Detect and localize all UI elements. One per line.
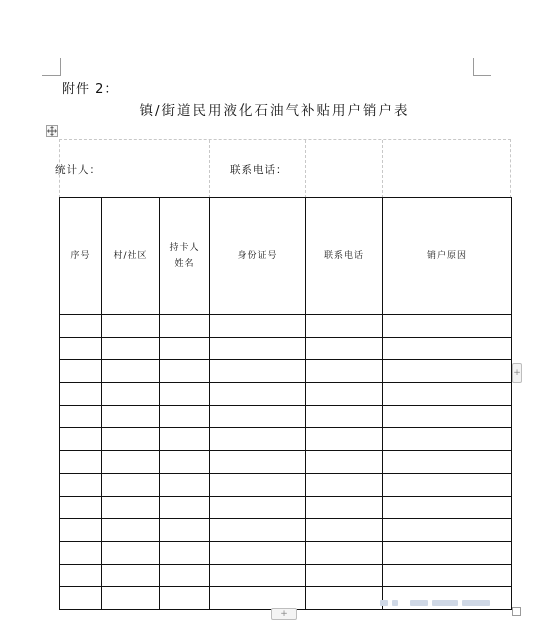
table-row (60, 564, 512, 587)
table-row (60, 473, 512, 496)
table-cell[interactable] (160, 541, 210, 564)
table-cell[interactable] (210, 519, 306, 542)
table-cell[interactable] (60, 337, 102, 360)
header-id-number: 身份证号 (210, 198, 306, 315)
table-row (60, 315, 512, 338)
table-cell[interactable] (383, 383, 512, 406)
table-cell[interactable] (160, 519, 210, 542)
table-cell[interactable] (102, 451, 160, 474)
header-serial-number: 序号 (60, 198, 102, 315)
table-cell[interactable] (383, 360, 512, 383)
table-cell[interactable] (160, 451, 210, 474)
table-cell[interactable] (102, 405, 160, 428)
header-contact-phone: 联系电话 (306, 198, 383, 315)
table-row (60, 496, 512, 519)
table-move-handle[interactable] (46, 125, 58, 137)
table-cell[interactable] (210, 405, 306, 428)
table-cell[interactable] (160, 428, 210, 451)
table-row (60, 451, 512, 474)
table-cell[interactable] (210, 451, 306, 474)
table-cell[interactable] (306, 315, 383, 338)
table-cell[interactable] (102, 337, 160, 360)
table-cell[interactable] (60, 587, 102, 610)
table-cell[interactable] (210, 337, 306, 360)
table-cell[interactable] (383, 564, 512, 587)
table-cell[interactable] (383, 451, 512, 474)
table-cell[interactable] (102, 315, 160, 338)
table-cell[interactable] (306, 405, 383, 428)
plus-icon: + (513, 368, 521, 378)
table-cell[interactable] (306, 383, 383, 406)
table-cell[interactable] (160, 383, 210, 406)
table-cell[interactable] (102, 587, 160, 610)
page-corner-mark-top-right (473, 58, 491, 76)
table-cell[interactable] (306, 360, 383, 383)
table-cell[interactable] (306, 496, 383, 519)
move-cross-icon (47, 126, 57, 136)
table-row (60, 519, 512, 542)
contact-phone-value-cell[interactable] (306, 140, 383, 198)
table-row (60, 428, 512, 451)
table-cell[interactable] (60, 564, 102, 587)
table-cell[interactable] (210, 541, 306, 564)
table-cell[interactable] (383, 541, 512, 564)
table-cell[interactable] (383, 428, 512, 451)
info-blank-cell[interactable] (383, 140, 511, 198)
table-cell[interactable] (60, 473, 102, 496)
table-cell[interactable] (102, 519, 160, 542)
table-cell[interactable] (60, 383, 102, 406)
table-cell[interactable] (306, 337, 383, 360)
table-cell[interactable] (160, 337, 210, 360)
table-cell[interactable] (160, 360, 210, 383)
table-header-row (60, 198, 512, 315)
table-cell[interactable] (306, 473, 383, 496)
table-cell[interactable] (60, 315, 102, 338)
table-cell[interactable] (160, 405, 210, 428)
page-corner-mark-top-left (42, 58, 61, 76)
plus-icon: + (280, 609, 288, 619)
table-cell[interactable] (102, 360, 160, 383)
table-cell[interactable] (210, 383, 306, 406)
table-body (60, 315, 512, 610)
table-cell[interactable] (160, 564, 210, 587)
table-cell[interactable] (210, 496, 306, 519)
table-cell[interactable] (306, 541, 383, 564)
table-cell[interactable] (160, 315, 210, 338)
table-cell[interactable] (210, 564, 306, 587)
table-cell[interactable] (60, 519, 102, 542)
document-title: 镇/街道民用液化石油气补贴用户销户表 (139, 103, 410, 119)
table-cell[interactable] (102, 473, 160, 496)
header-cardholder-name (160, 198, 210, 315)
table-cell[interactable] (383, 315, 512, 338)
contact-phone-label: 联系电话： (230, 164, 288, 176)
table-cell[interactable] (210, 473, 306, 496)
table-cell[interactable] (210, 360, 306, 383)
table-row (60, 360, 512, 383)
watermark (380, 600, 500, 610)
table-cell[interactable] (160, 496, 210, 519)
table-row (60, 337, 512, 360)
statistician-label: 统计人： (55, 164, 101, 176)
table-row (60, 405, 512, 428)
deregistration-table (59, 197, 512, 610)
table-cell[interactable] (102, 428, 160, 451)
table-cell[interactable] (60, 405, 102, 428)
table-cell[interactable] (60, 428, 102, 451)
table-cell[interactable] (102, 564, 160, 587)
table-cell[interactable] (306, 451, 383, 474)
table-cell[interactable] (383, 337, 512, 360)
header-cardholder-name-line1: 持卡人 (169, 243, 200, 253)
table-cell[interactable] (383, 405, 512, 428)
table-cell[interactable] (60, 496, 102, 519)
table-cell[interactable] (306, 587, 383, 610)
attachment-label: 附件 2： (62, 82, 119, 97)
table-cell[interactable] (102, 383, 160, 406)
info-row (55, 139, 511, 198)
table-cell[interactable] (60, 451, 102, 474)
table-cell[interactable] (306, 519, 383, 542)
table-cell[interactable] (102, 541, 160, 564)
table-cell[interactable] (160, 587, 210, 610)
statistician-cell[interactable] (55, 140, 210, 198)
table-cell[interactable] (306, 564, 383, 587)
header-deregistration-reason: 销户原因 (383, 198, 512, 315)
header-cardholder-name-line2: 姓名 (174, 259, 195, 269)
table-row (60, 541, 512, 564)
add-row-handle[interactable] (512, 363, 522, 383)
table-cell[interactable] (383, 519, 512, 542)
contact-phone-label-cell[interactable] (210, 140, 306, 198)
table-cell[interactable] (60, 360, 102, 383)
add-column-handle[interactable] (271, 608, 297, 620)
table-cell[interactable] (210, 587, 306, 610)
header-village-community: 村/社区 (102, 198, 160, 315)
table-resize-handle[interactable] (512, 607, 521, 616)
table-cell[interactable] (306, 428, 383, 451)
table-cell[interactable] (210, 428, 306, 451)
table-cell[interactable] (60, 541, 102, 564)
table-cell[interactable] (383, 473, 512, 496)
table-cell[interactable] (383, 496, 512, 519)
table-cell[interactable] (160, 473, 210, 496)
table-row (60, 383, 512, 406)
table-cell[interactable] (210, 315, 306, 338)
table-cell[interactable] (102, 496, 160, 519)
